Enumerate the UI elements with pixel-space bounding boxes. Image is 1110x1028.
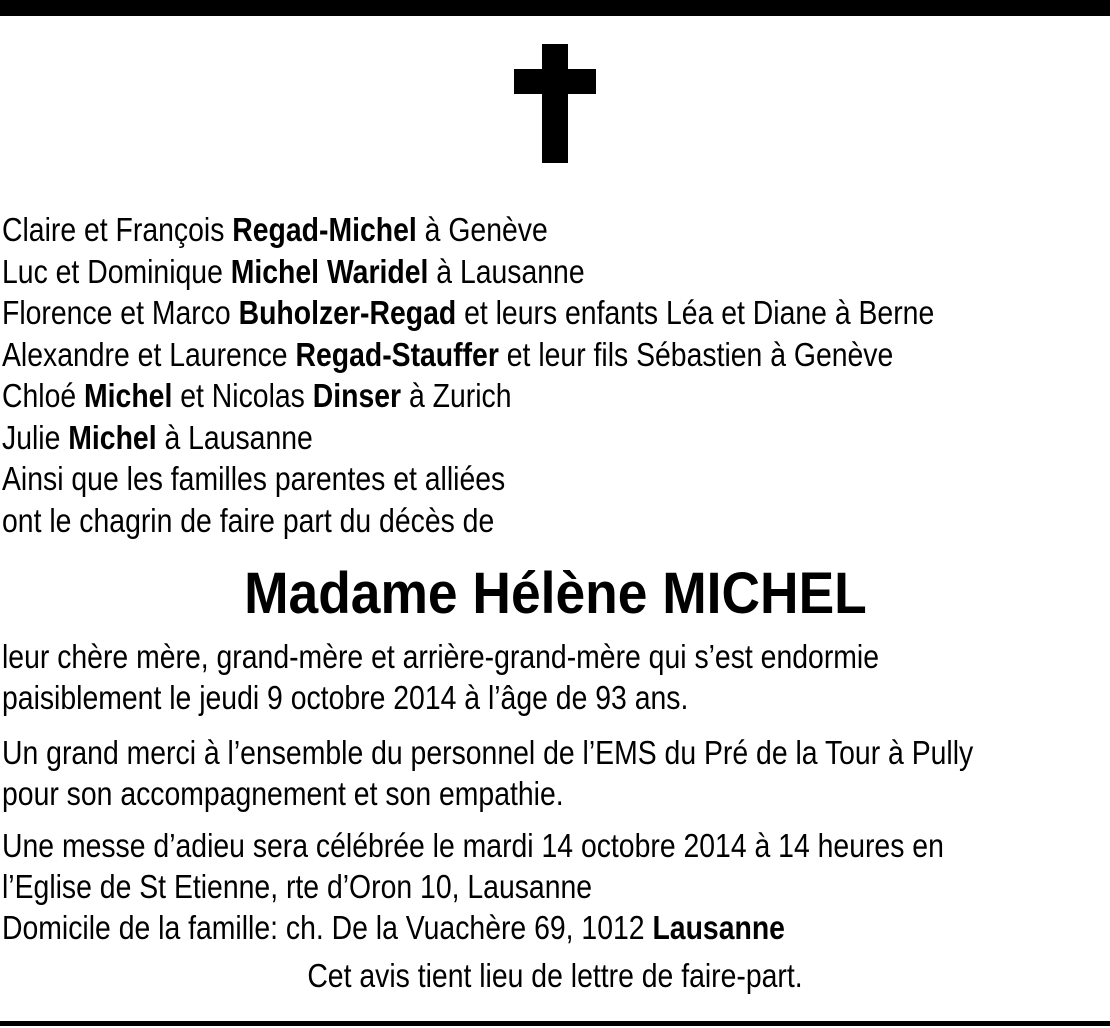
- deceased-name: Madame Hélène MICHEL: [243, 561, 867, 626]
- closing-note: Cet avis tient lieu de lettre de faire-part.: [307, 957, 803, 994]
- bottom-border-rule: [0, 1021, 1110, 1026]
- family-surname: Regad-Michel: [232, 211, 417, 248]
- tribute-paragraph: leur chère mère, grand-mère et arrière-grand-mère qui s’est endormie paisiblement le jeudi 9 octobre 2014 à l’âge de 93 ans.: [2, 638, 879, 716]
- family-surname: Regad-Stauffer: [295, 335, 499, 373]
- family-line: Julie Michel à Lausanne: [2, 418, 313, 456]
- family-line: Claire et François Regad-Michel à Genève: [2, 211, 548, 248]
- family-surname: Dinser: [312, 377, 402, 414]
- thanks-paragraph: Un grand merci à l’ensemble du personnel de l’EMS du Pré de la Tour à Pully pour son accompagnement et son empathie.: [2, 734, 974, 812]
- family-list: [2, 209, 934, 541]
- family-surname: Michel Waridel: [230, 252, 429, 290]
- family-line: Ainsi que les familles parentes et alliées: [2, 460, 506, 497]
- family-address: Domicile de la famille: ch. De la Vuachère 69, 1012 Lausanne: [2, 909, 785, 946]
- family-line: Chloé Michel et Nicolas Dinser à Zurich: [2, 377, 512, 414]
- family-line: ont le chagrin de faire part du décès de: [2, 501, 495, 539]
- family-surname: Michel: [84, 377, 173, 414]
- cross-icon: [514, 44, 596, 163]
- service-paragraph: Une messe d’adieu sera célébrée le mardi 14 octobre 2014 à 14 heures en l’Eglise de St Etienne, rte d’Oron 10, Lausanne Domicile de la famille: ch. De la Vuachère 69, 1012 Lausanne: [2, 827, 944, 946]
- family-surname: Michel: [68, 418, 157, 456]
- family-line: Florence et Marco Buholzer-Regad et leurs enfants Léa et Diane à Berne: [2, 294, 935, 331]
- family-surname: Buholzer-Regad: [238, 294, 457, 331]
- family-line: Alexandre et Laurence Regad-Stauffer et leur fils Sébastien à Genève: [2, 335, 894, 373]
- top-border-rule: [0, 0, 1110, 16]
- family-line: Luc et Dominique Michel Waridel à Lausanne: [2, 252, 585, 290]
